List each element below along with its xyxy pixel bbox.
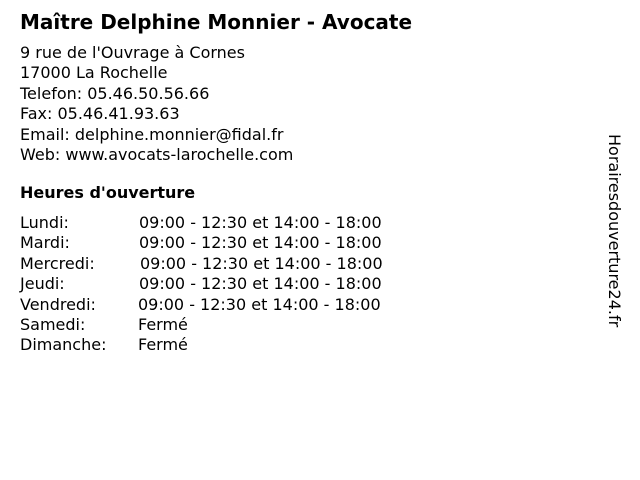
day-label: Lundi:	[20, 213, 69, 232]
day-hours: Fermé	[138, 335, 188, 355]
page-title: Maître Delphine Monnier - Avocate	[20, 10, 413, 34]
phone-line: Telefon: 05.46.50.56.66	[20, 83, 210, 103]
day-label: Mardi:	[20, 233, 70, 253]
day-hours: 09:00 - 12:30 et 14:00 - 18:00	[139, 274, 382, 294]
day-hours: 09:00 - 12:30 et 14:00 - 18:00	[139, 213, 382, 232]
site-watermark-label: Horairesdouverture24.fr	[605, 134, 624, 328]
day-label: Jeudi:	[20, 274, 65, 294]
address-city: 17000 La Rochelle	[20, 63, 168, 83]
web-line: Web: www.avocats-larochelle.com	[20, 144, 294, 164]
contact-block	[20, 43, 293, 165]
day-label: Mercredi:	[20, 253, 95, 273]
hours-heading: Heures d'ouverture	[20, 183, 196, 202]
fax-line: Fax: 05.46.41.93.63	[20, 104, 180, 124]
day-hours: Fermé	[138, 314, 188, 334]
email-line: Email: delphine.monnier@fidal.fr	[20, 124, 284, 144]
day-hours: 09:00 - 12:30 et 14:00 - 18:00	[138, 294, 381, 314]
day-label: Dimanche:	[20, 335, 107, 355]
address-street: 9 rue de l'Ouvrage à Cornes	[20, 43, 245, 62]
day-label: Samedi:	[20, 314, 86, 334]
day-hours: 09:00 - 12:30 et 14:00 - 18:00	[139, 233, 382, 253]
day-hours: 09:00 - 12:30 et 14:00 - 18:00	[140, 253, 383, 273]
day-label: Vendredi:	[20, 294, 96, 314]
